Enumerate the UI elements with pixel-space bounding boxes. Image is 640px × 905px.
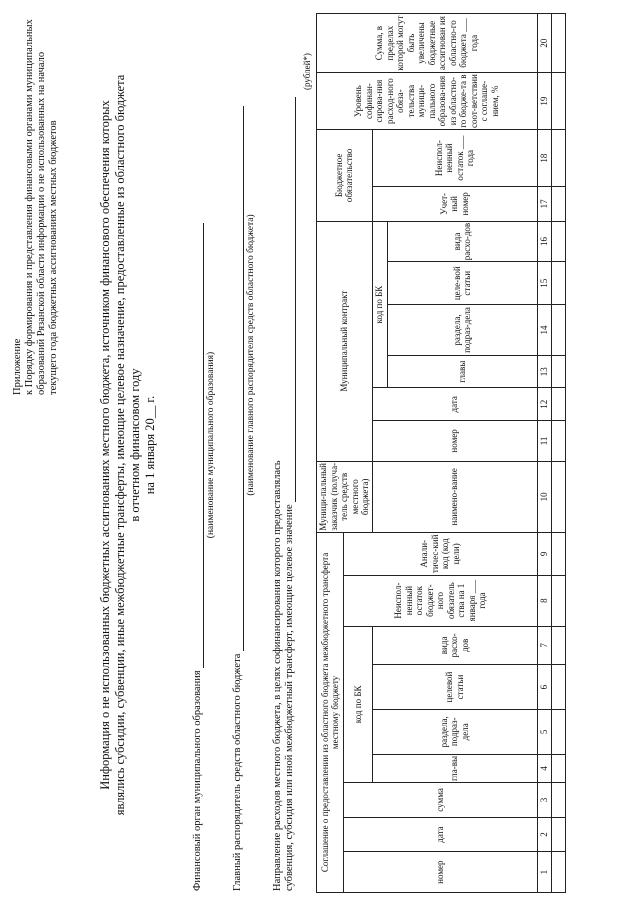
col-num: 1 bbox=[537, 852, 551, 893]
table-cell[interactable] bbox=[551, 817, 565, 852]
th-unused: Неиспол-ненный остаток бюджет-ного обязатель ства на 1 января ___ года bbox=[344, 575, 538, 626]
th-customer: Муници-пальный заказчик (получа-тель средств местного бюджета) bbox=[318, 462, 370, 531]
th-level: Уровень софинан-сирова-ния расход-ного обяза-тельства муници-пального образова-ния из областно-го бюдже-та в соот-ветствии с соглаше-нием, % bbox=[317, 73, 538, 130]
col-num: 8 bbox=[537, 575, 551, 626]
th-kod-bk: код по БК bbox=[344, 626, 373, 783]
th-date: дата bbox=[344, 817, 538, 852]
col-num: 9 bbox=[537, 532, 551, 575]
th-sum: сумма bbox=[344, 783, 538, 818]
title-line-4: на 1 января 20__ г. bbox=[143, 395, 157, 495]
col-num: 14 bbox=[537, 305, 551, 356]
table-cell[interactable] bbox=[551, 665, 565, 710]
table-row bbox=[551, 14, 565, 893]
fin-organ-caption: (наименование муниципального образования) bbox=[206, 351, 216, 539]
table-cell[interactable] bbox=[551, 852, 565, 893]
col-num: 20 bbox=[537, 14, 551, 73]
table-cell[interactable] bbox=[551, 187, 565, 222]
data-table bbox=[316, 13, 566, 893]
direction-field bbox=[272, 11, 296, 891]
col-num: 6 bbox=[537, 665, 551, 710]
th-c-date: дата bbox=[372, 388, 537, 421]
direction-label-2: субвенция, субсидия или иной межбюджетный трансферт, имеющие целевое значение bbox=[284, 504, 295, 891]
col-num: 2 bbox=[537, 817, 551, 852]
table-cell[interactable] bbox=[551, 754, 565, 782]
appendix-line-1: Приложение bbox=[12, 338, 23, 395]
appendix-header bbox=[12, 15, 60, 395]
table-cell[interactable] bbox=[551, 355, 565, 388]
th-number: номер bbox=[344, 852, 538, 893]
th-c-razdel: раздела, подраз-дела bbox=[387, 305, 537, 356]
th-unused-rest: Неиспол-ненный остаток ___ года bbox=[372, 130, 537, 187]
title-line-3: в отчетном финансовом году bbox=[128, 368, 142, 522]
title-line-2: являлись субсидии, субвенции, иные межбюджетные трансферты, имеющие целевое назначение, предоставленные из областного бюджета bbox=[113, 74, 127, 816]
main-manager-caption: (наименование главного распорядителя средств областного бюджета) bbox=[246, 214, 256, 496]
th-razdel: раздела, подраз-дела bbox=[372, 709, 537, 754]
col-num: 15 bbox=[537, 262, 551, 305]
column-numbers-row bbox=[537, 14, 551, 893]
main-manager-field bbox=[232, 11, 244, 891]
col-num: 13 bbox=[537, 355, 551, 388]
col-num: 10 bbox=[537, 461, 551, 532]
table-cell[interactable] bbox=[551, 14, 565, 73]
direction-label-1: Направление расходов местного бюджета, в целях софинансирования которого предоставлялась bbox=[272, 460, 283, 891]
table-cell[interactable] bbox=[551, 130, 565, 187]
appendix-line-4: текущего года бюджетных ассигнованиях местных бюджетов bbox=[48, 120, 59, 395]
appendix-line-3: образований Рязанской области информации о не использованных на начало bbox=[36, 51, 47, 395]
table-cell[interactable] bbox=[551, 73, 565, 130]
col-num: 19 bbox=[537, 73, 551, 130]
units-label: (рублей*) bbox=[302, 53, 312, 90]
fin-organ-input-line[interactable] bbox=[192, 223, 204, 668]
th-c-number: номер bbox=[372, 421, 537, 462]
col-num: 5 bbox=[537, 709, 551, 754]
col-num: 17 bbox=[537, 187, 551, 222]
table-cell[interactable] bbox=[551, 262, 565, 305]
th-target: целевой статьи bbox=[372, 665, 537, 710]
col-num: 12 bbox=[537, 388, 551, 421]
appendix-line-2: к Порядку формирования и представления финансовыми органами муниципальных bbox=[24, 19, 35, 395]
th-increase: Сумма, в пределах которой могут быть увеличены бюджетные ассигнован ия областно-го бюджета ___ года bbox=[317, 14, 538, 73]
th-contract: Муниципальный контракт bbox=[317, 221, 373, 461]
table-cell[interactable] bbox=[551, 461, 565, 532]
fin-organ-field bbox=[192, 11, 204, 891]
th-c-target: целе-вой статьи bbox=[387, 262, 537, 305]
th-c-glavy: главы bbox=[387, 355, 537, 388]
table-cell[interactable] bbox=[551, 532, 565, 575]
table-cell[interactable] bbox=[551, 221, 565, 262]
th-vid: вида расхо-дов bbox=[372, 626, 537, 665]
th-account-num: Учет-ный номер bbox=[372, 187, 537, 222]
th-analytic: Анали-тичес-кий код (код цели) bbox=[344, 532, 538, 575]
col-num: 7 bbox=[537, 626, 551, 665]
th-name: наимено-вание bbox=[372, 461, 537, 532]
document-title bbox=[98, 45, 158, 845]
main-manager-label: Главный распорядитель средств областного бюджета bbox=[232, 653, 243, 891]
table-cell[interactable] bbox=[551, 421, 565, 462]
th-glavy: гла-вы bbox=[372, 754, 537, 782]
th-obligation: Бюджетное обязательство bbox=[317, 130, 373, 222]
col-num: 4 bbox=[537, 754, 551, 782]
table-cell[interactable] bbox=[551, 709, 565, 754]
th-c-vid: вида расхо-дов bbox=[387, 221, 537, 262]
table-cell[interactable] bbox=[551, 626, 565, 665]
table-cell[interactable] bbox=[551, 388, 565, 421]
fin-organ-label: Финансовый орган муниципального образования bbox=[192, 670, 203, 891]
table-cell[interactable] bbox=[551, 305, 565, 356]
col-num: 16 bbox=[537, 221, 551, 262]
th-agreement: Соглашение о предоставлении из областного бюджета межбюджетного трансферта местному бюджету bbox=[317, 532, 344, 892]
col-num: 3 bbox=[537, 783, 551, 818]
col-num: 11 bbox=[537, 421, 551, 462]
col-num: 18 bbox=[537, 130, 551, 187]
direction-input-line[interactable] bbox=[284, 97, 296, 502]
th-c-kod-bk: код по БК bbox=[372, 221, 387, 388]
table-cell[interactable] bbox=[551, 575, 565, 626]
main-manager-input-line[interactable] bbox=[232, 106, 244, 651]
title-line-1: Информация о не использованных бюджетных ассигнованиях местного бюджета, источником финансового обеспечения которых bbox=[98, 100, 112, 790]
table-cell[interactable] bbox=[551, 783, 565, 818]
